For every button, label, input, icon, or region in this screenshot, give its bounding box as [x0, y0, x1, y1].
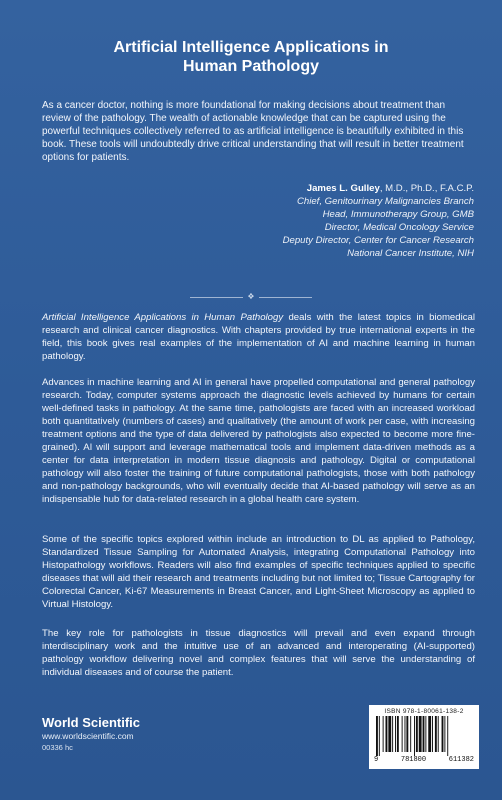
section-divider	[190, 292, 312, 302]
endorser-role-5: National Cancer Institute, NIH	[347, 248, 474, 259]
paragraph-1-text: deals with the latest topics in biomedical research and clinical cancer diagnostics. With chapters provided by true international experts in the field, this book gives real examples of the implementation of AI and machine learning in human pathology.	[42, 312, 475, 362]
barcode-digit-group-1: 781800	[400, 756, 427, 764]
divider-line-left	[190, 297, 243, 298]
book-title-reference: Artificial Intelligence Applications in Human Pathology	[42, 312, 284, 323]
book-title	[0, 38, 502, 76]
publisher-name: World Scientific	[42, 715, 140, 730]
publisher-url: www.worldscientific.com	[42, 731, 134, 741]
isbn-barcode	[369, 705, 479, 769]
barcode-bars-icon	[374, 716, 474, 756]
description-paragraph-4: The key role for pathologists in tissue diagnostics will prevail and even expand through interdisciplinary work and the intuitive use of an advanced and interoperating (AI-supported) pathology workflow delivering novel and complex features that will serve the understanding of individual diseases and of course the patient.	[42, 628, 475, 678]
publisher-block	[42, 715, 140, 753]
description-paragraph-3: Some of the specific topics explored within include an introduction to DL as applied to Pathology, Standardized Tissue Sampling for Automated Analysis, integrating Computational Pathology into Histopathology workflows. Readers will also find examples of specific techniques applied to specific diseases that will aid their research and treatments including but not limited to; Tissue Cartography for Colorectal Cancer, Ki-67 Measurements in Breast Cancer, and Light-Sheet Microscopy as applied to Virtual Histology.	[42, 534, 475, 610]
endorser-role-3: Director, Medical Oncology Service	[324, 222, 474, 233]
barcode-digits	[374, 756, 474, 764]
title-line-2: Human Pathology	[182, 58, 319, 75]
endorser-role-4: Deputy Director, Center for Cancer Research	[282, 235, 474, 246]
isbn-text: ISBN 978-1-80061-138-2	[384, 708, 464, 715]
divider-line-right	[259, 297, 312, 298]
ornament-icon: ❖	[247, 292, 255, 301]
description-paragraph-2: Advances in machine learning and AI in general have propelled computational and general pathology research. Today, computer systems approach the diagnostic levels achieved by humans for certain well-defined tasks in pathology. At the same time, pathologists are faced with an increased workload both quantitatively (numbers of cases) and qualitatively (the amount of work per case, with increasing treatment options and the type of data delivered by pathologists also expected to become more fine-grained). AI will support and leverage mathematical tools and implement data-driven methods as a center for data interpretation in modern tissue diagnosis and pathology. Digital or computational pathology will also foster the training of future computational pathologists, those with both pathology and non-pathology backgrounds, who will eventually decide that AI-based pathology will serve as an indispensable hub for data-related research in a global health care system.	[42, 377, 475, 505]
endorsement-quote: As a cancer doctor, nothing is more foundational for making decisions about treatment than review of the pathology. The wealth of actionable knowledge that can be captured using the powerful techniques collectively referred to as artificial intelligence is beautifully exhibited in this book. These tools will undoubtedly drive critical understanding that will result in better treatment options for patients.	[42, 100, 464, 163]
endorser-name: James L. Gulley	[306, 183, 380, 194]
endorsement-attribution	[214, 182, 474, 260]
endorser-role-2: Head, Immunotherapy Group, GMB	[322, 209, 474, 220]
endorser-degrees: , M.D., Ph.D., F.A.C.P.	[379, 183, 474, 194]
description-paragraph-1	[42, 311, 475, 363]
endorser-role-1: Chief, Genitourinary Malignancies Branch	[296, 196, 474, 207]
barcode-digit-first: 9	[374, 756, 379, 764]
title-line-1: Artificial Intelligence Applications in	[113, 39, 389, 56]
publisher-code: 00336 hc	[42, 743, 73, 752]
barcode-digit-group-2: 611382	[448, 756, 474, 764]
